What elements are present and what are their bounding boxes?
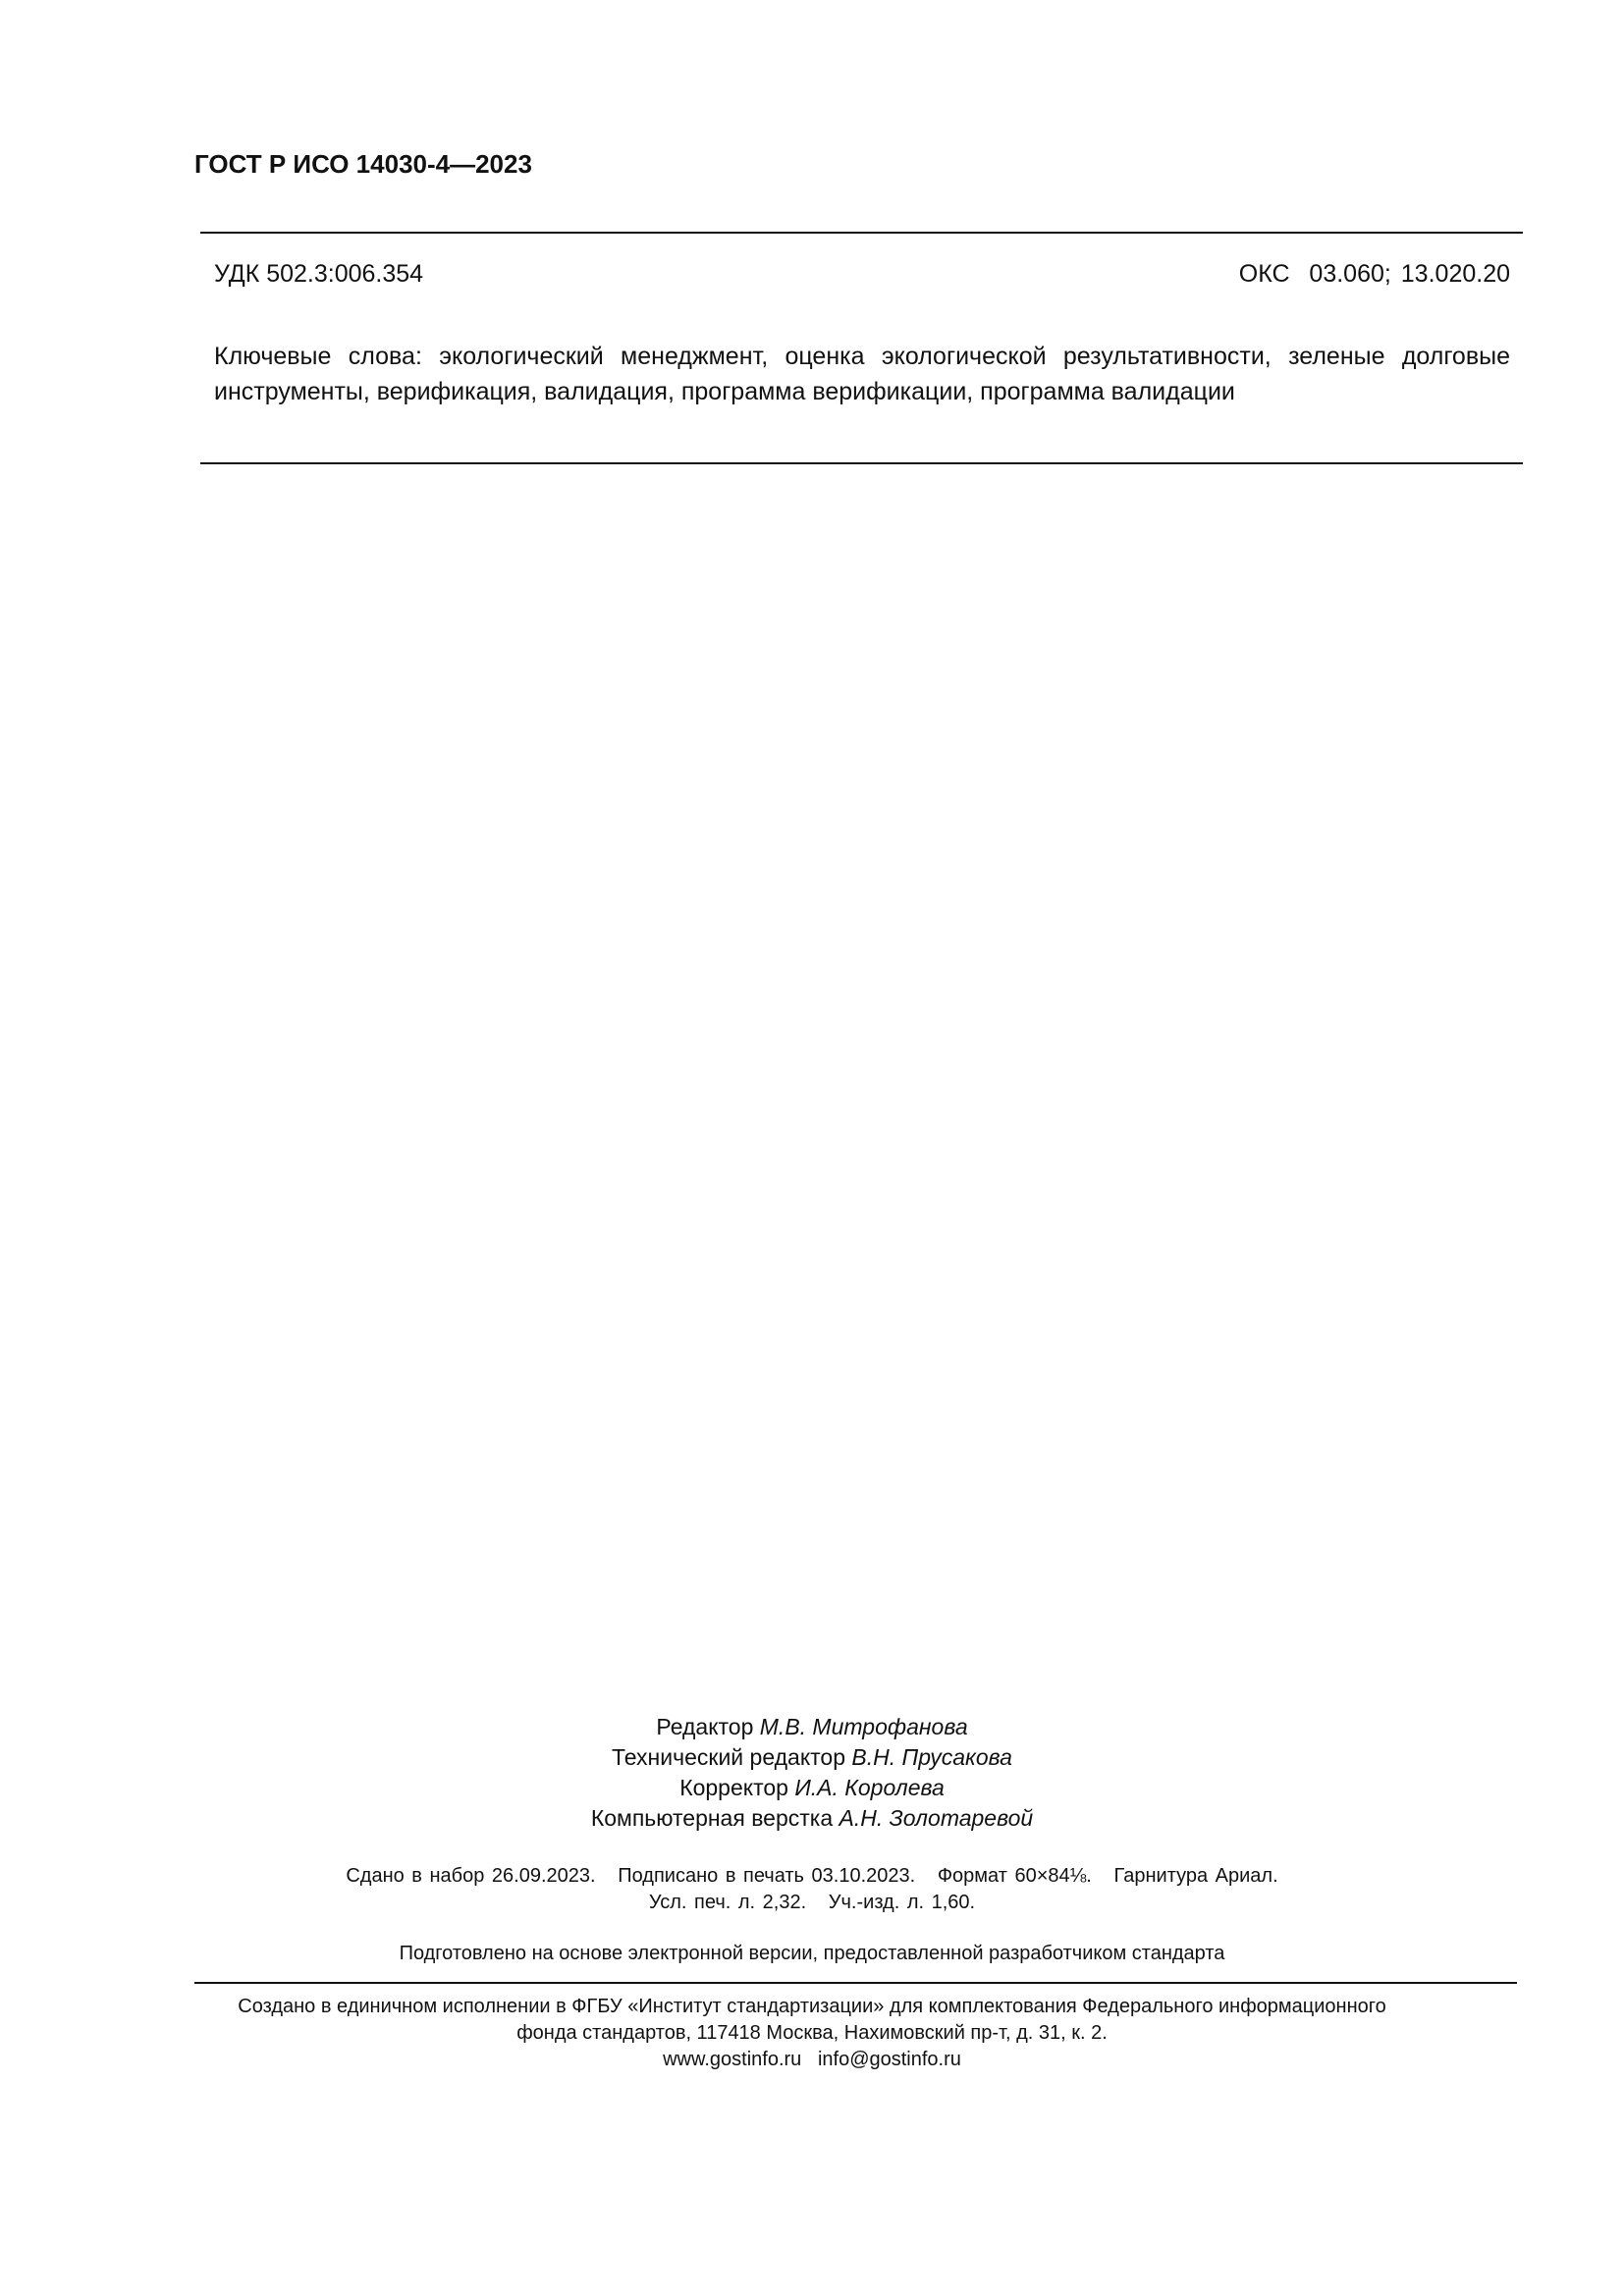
publication-line: Усл. печ. л. 2,32. Уч.-изд. л. 1,60.	[648, 1892, 976, 1913]
credit-tech-editor	[0, 1742, 1624, 1773]
credit-role: Компьютерная верстка	[590, 1805, 834, 1831]
publication-line: Сдано в набор 26.09.2023. Подписано в печать 03.10.2023. Формат 60×84⅛. Гарнитура Ариал.	[346, 1865, 1278, 1887]
credit-role: Технический редактор	[612, 1744, 846, 1770]
udk-code: УДК 502.3:006.354	[214, 260, 424, 288]
credit-role: Корректор	[679, 1775, 788, 1800]
credit-editor	[0, 1712, 1624, 1742]
document-title: ГОСТ Р ИСО 14030-4—2023	[194, 149, 532, 179]
credit-name: В.Н. Прусакова	[851, 1744, 1012, 1770]
oks-code: ОКС 03.060; 13.020.20	[1238, 260, 1510, 288]
footer-line: Создано в единичном исполнении в ФГБУ «Институт стандартизации» для комплектования Федерального информационного	[238, 1996, 1386, 2017]
credit-name: И.А. Королева	[794, 1775, 945, 1800]
credit-role: Редактор	[656, 1714, 754, 1739]
top-divider	[200, 232, 1523, 234]
footer-divider	[194, 1982, 1517, 1984]
credit-layout	[0, 1803, 1624, 1834]
email-link[interactable]: info@gostinfo.ru	[817, 2049, 961, 2070]
footer-line: фонда стандартов, 117418 Москва, Нахимовский пр-т, д. 31, к. 2.	[516, 2022, 1108, 2044]
credit-name: М.В. Митрофанова	[759, 1714, 968, 1739]
prepared-note: Подготовлено на основе электронной версии, предоставленной разработчиком стандарта	[399, 1943, 1225, 1964]
keywords-divider	[200, 462, 1523, 464]
footer-info	[0, 1994, 1624, 2073]
publication-info	[0, 1863, 1624, 1916]
credit-name: А.Н. Золотаревой	[839, 1805, 1034, 1831]
keywords: Ключевые слова: экологический менеджмент, оценка экологической результативности, зеленые долговые инструменты, верификация, валидация, программа верификации, программа валидации	[214, 343, 1510, 405]
website-link[interactable]: www.gostinfo.ru	[663, 2049, 802, 2070]
credit-proofreader	[0, 1773, 1624, 1803]
credits	[0, 1712, 1624, 1834]
